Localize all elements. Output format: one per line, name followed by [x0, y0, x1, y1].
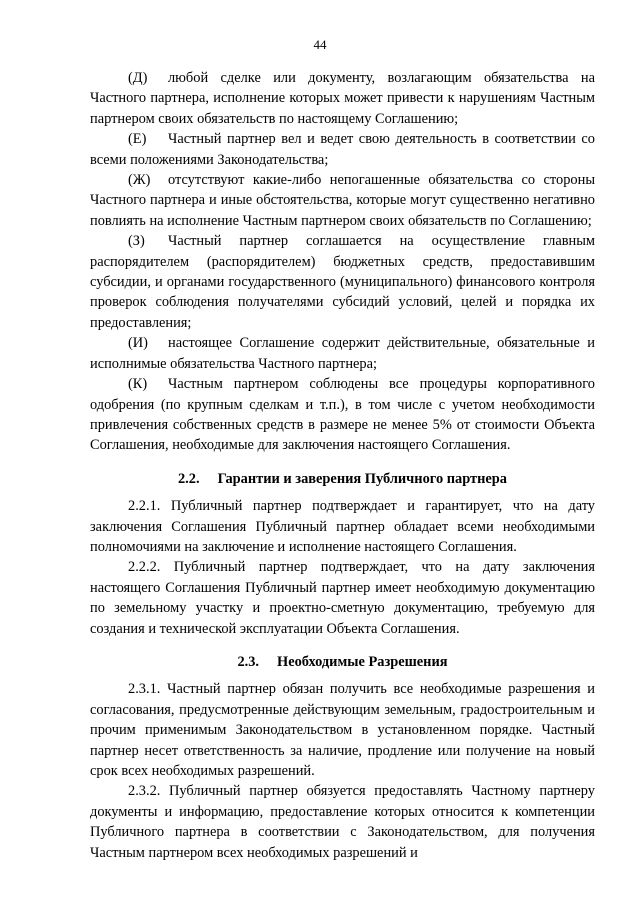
list-item-text: любой сделке или документу, возлагающим обязательства на Частного партнера, исполнение которых может привести к нарушениям Частным партнером своих обязательств по настоящему Соглашению;	[90, 70, 595, 127]
list-item-marker: (И)	[128, 335, 148, 352]
list-item-text: Частный партнер соглашается на осуществление главным распорядителем (распорядителем) бюджетных средств, предоставившим субсидии, и органами государственного (муниципального) финансового контроля проверок соблюдения получателями субсидий условий, целей и порядка их предоставления;	[90, 233, 595, 331]
list-item	[90, 170, 595, 231]
section-title: Гарантии и заверения Публичного партнера	[217, 470, 508, 487]
paragraph-2-3-1: 2.3.1. Частный партнер обязан получить все необходимые разрешения и согласования, предусмотренные действующим земельным, градостроительным и прочим применимым Законодательством в установленном порядке. Частный партнер несет ответственность за наличие, продление или получение на новый срок всех необходимых разрешений.	[90, 681, 595, 779]
list-item	[90, 129, 595, 170]
section-number: 2.2.	[177, 470, 200, 487]
paragraph-2-2-1: 2.2.1. Публичный партнер подтверждает и гарантирует, что на дату заключения Соглашения Публичный партнер обладает всеми необходимыми полномочиями на заключение и исполнение настоящего Соглашения.	[90, 498, 595, 555]
paragraph-2-3-2: 2.3.2. Публичный партнер обязуется предоставлять Частному партнеру документы и информацию, предоставление которых относится к компетенции Публичного партнера в соответствии с Законодательством, для получения Частным партнером всех необходимых разрешений и	[90, 783, 595, 861]
section-heading-2-2	[90, 469, 595, 489]
list-item	[90, 68, 595, 129]
list-item-marker: (З)	[128, 233, 145, 250]
list-item	[90, 231, 595, 333]
list-item-text: Частный партнер вел и ведет свою деятельность в соответствии со всеми положениями Законодательства;	[90, 131, 595, 168]
section-title: Необходимые Разрешения	[277, 653, 448, 670]
list-item	[90, 374, 595, 456]
list-item-marker: (Ж)	[128, 172, 151, 189]
list-item-text: отсутствуют какие-либо непогашенные обязательства со стороны Частного партнера и иные обстоятельства, которые могут существенно негативно повлиять на исполнение Частным партнером своих обязательств по Соглашению;	[90, 172, 595, 229]
section-number: 2.3.	[237, 653, 260, 670]
document-body	[90, 68, 595, 863]
list-item	[90, 333, 595, 374]
list-item-text: настоящее Соглашение содержит действительные, обязательные и исполнимые обязательства Частного партнера;	[90, 335, 595, 372]
list-item-marker: (Е)	[128, 131, 147, 148]
list-item-text: Частным партнером соблюдены все процедуры корпоративного одобрения (по крупным сделкам и т.п.), в том числе с учетом необходимости привлечения собственных средств в размере не менее 5% от стоимости Объекта Соглашения, необходимые для заключения настоящего Соглашения.	[90, 376, 595, 454]
list-item-marker: (Д)	[128, 70, 148, 86]
page-number: 44	[313, 37, 327, 52]
section-heading-2-3	[90, 652, 595, 672]
list-item-marker: (К)	[128, 376, 148, 393]
paragraph-2-2-2: 2.2.2. Публичный партнер подтверждает, что на дату заключения настоящего Соглашения Публичный партнер имеет необходимую документацию по земельному участку и проектно-сметную документацию, требуемую для создания и технической эксплуатации Объекта Соглашения.	[90, 559, 595, 637]
